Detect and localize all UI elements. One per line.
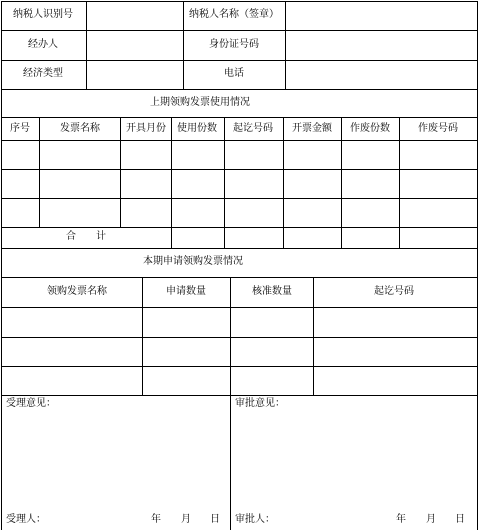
approver-day: 日 xyxy=(455,514,465,525)
economic-type-label: 经济类型 xyxy=(23,68,63,79)
agent-field[interactable] xyxy=(87,31,182,60)
grid-line-vertical xyxy=(171,117,172,228)
grid-line-horizontal xyxy=(1,248,478,249)
last-period-title: 上期领购发票使用情况 xyxy=(150,97,250,108)
taxpayer-name-field[interactable] xyxy=(286,2,477,30)
accept-opinion-field[interactable] xyxy=(2,412,228,508)
grid-line-vertical xyxy=(171,227,172,249)
grid-line-vertical xyxy=(142,277,143,396)
col-used-count-header: 使用份数 xyxy=(177,123,217,134)
grid-line-vertical xyxy=(224,227,225,249)
approve-opinion-field[interactable] xyxy=(233,412,476,508)
approver-month: 月 xyxy=(426,514,436,525)
col-purchase-invoice-name-header: 领购发票名称 xyxy=(47,286,107,297)
id-card-field[interactable] xyxy=(286,31,477,60)
grid-line-vertical xyxy=(341,227,342,249)
grid-line-horizontal xyxy=(1,117,478,118)
col-start-end-number-header-2: 起讫号码 xyxy=(374,286,414,297)
grid-line-vertical xyxy=(120,117,121,228)
taxpayer-name-label: 纳税人名称（签章） xyxy=(189,9,279,20)
grid-line-horizontal xyxy=(1,198,478,199)
col-amount-header: 开票金额 xyxy=(292,123,332,134)
acceptor-year: 年 xyxy=(151,514,161,525)
id-card-label: 身份证号码 xyxy=(209,39,259,50)
grid-line-vertical xyxy=(399,117,400,228)
grid-line-vertical xyxy=(224,117,225,228)
grid-line-vertical xyxy=(230,277,231,396)
grid-line-vertical xyxy=(230,395,231,530)
grid-line-horizontal xyxy=(1,366,478,367)
phone-label: 电话 xyxy=(224,68,244,79)
grid-line-horizontal xyxy=(1,337,478,338)
grid-line-vertical xyxy=(183,1,184,90)
current-period-title: 本期申请领购发票情况 xyxy=(143,256,243,267)
grid-line-vertical xyxy=(283,227,284,249)
grid-line-vertical xyxy=(399,227,400,249)
approve-opinion-label: 审批意见： xyxy=(235,398,285,409)
grid-line-horizontal xyxy=(1,169,478,170)
phone-field[interactable] xyxy=(286,61,477,89)
grid-line-horizontal xyxy=(1,277,478,278)
col-void-count-header: 作废份数 xyxy=(350,123,390,134)
total-label: 合 计 xyxy=(66,231,106,242)
economic-type-field[interactable] xyxy=(87,61,182,89)
grid-line-vertical xyxy=(39,117,40,228)
col-serial-header: 序号 xyxy=(10,123,30,134)
col-issue-month-header: 开具月份 xyxy=(126,123,166,134)
col-start-end-number-header: 起讫号码 xyxy=(233,123,273,134)
col-requested-qty-header: 申请数量 xyxy=(166,286,206,297)
acceptor-day: 日 xyxy=(210,514,220,525)
grid-line-horizontal xyxy=(1,140,478,141)
grid-line-vertical xyxy=(283,117,284,228)
grid-line-vertical xyxy=(477,1,478,530)
acceptor-month: 月 xyxy=(181,514,191,525)
grid-line-horizontal xyxy=(1,227,478,228)
grid-line-horizontal xyxy=(1,89,478,90)
taxpayer-id-field[interactable] xyxy=(87,2,182,30)
acceptor-label: 受理人： xyxy=(6,514,46,525)
grid-line-horizontal xyxy=(1,307,478,308)
col-void-number-header: 作废号码 xyxy=(418,123,458,134)
grid-line-vertical xyxy=(341,117,342,228)
taxpayer-id-label: 纳税人识别号 xyxy=(13,9,73,20)
agent-label: 经办人 xyxy=(28,39,58,50)
approver-label: 审批人： xyxy=(235,514,275,525)
grid-line-horizontal xyxy=(1,395,478,396)
grid-line-vertical xyxy=(313,277,314,396)
approver-year: 年 xyxy=(396,514,406,525)
col-approved-qty-header: 核准数量 xyxy=(252,286,292,297)
accept-opinion-label: 受理意见： xyxy=(6,398,56,409)
col-invoice-name-header: 发票名称 xyxy=(60,123,100,134)
